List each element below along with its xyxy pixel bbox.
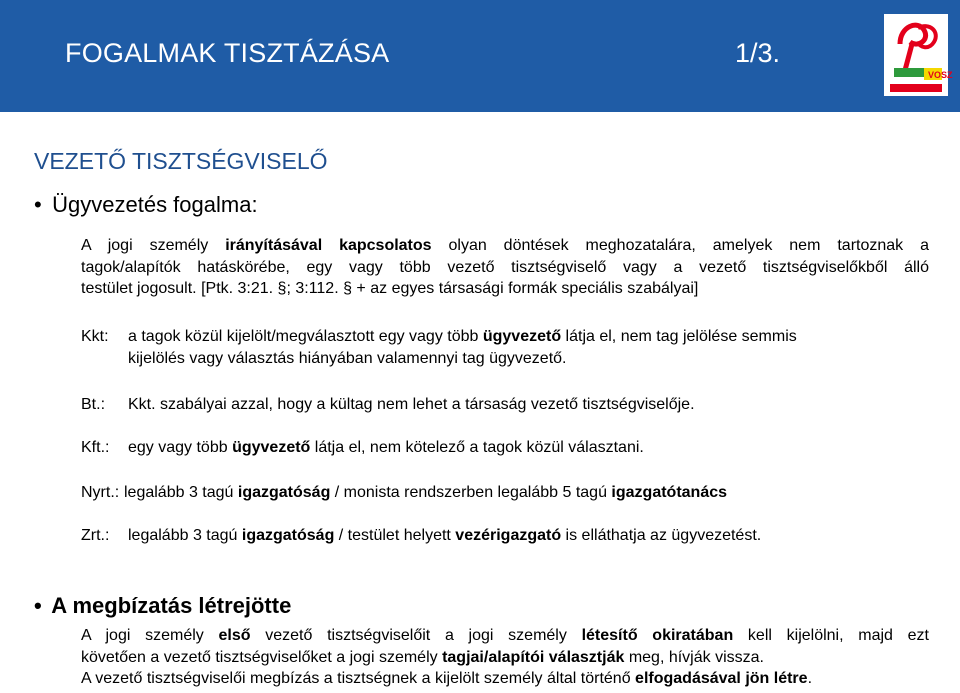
form-label: Kft.: bbox=[81, 439, 110, 456]
paragraph-line: A jogi személy irányításával kapcsolatos olyan döntések meghozatalára, amelyek nem tartoznak a bbox=[81, 237, 929, 254]
paragraph-line: követően a vezető tisztségviselőket a jogi személy tagjai/alapítói választják meg, hívják vissza. bbox=[81, 648, 764, 666]
paragraph-line: tagok/alapítók hatáskörébe, egy vagy több vezető tisztségviselő vagy a vezető tisztségviselőkből álló bbox=[81, 258, 929, 276]
section-title: VEZETŐ TISZTSÉGVISELŐ bbox=[34, 148, 328, 174]
logo-graphic bbox=[884, 14, 953, 96]
vosz-logo bbox=[884, 14, 953, 96]
heading-text: A megbízatás létrejötte bbox=[51, 593, 292, 618]
paragraph-line: A jogi személy első vezető tisztségviselőit a jogi személy létesítő okiratában kell kijelölni, majd ezt bbox=[81, 627, 930, 644]
heading-text: Ügyvezetés fogalma: bbox=[52, 192, 258, 217]
bullet-icon: • bbox=[34, 192, 42, 217]
slide-header bbox=[0, 0, 960, 112]
form-label: Zrt.: bbox=[81, 527, 110, 544]
logo-brand-text: VOSZ bbox=[928, 70, 953, 80]
form-label: Nyrt.: bbox=[81, 484, 120, 501]
form-label: Kkt: bbox=[81, 328, 109, 345]
form-text: legalább 3 tagú igazgatóság / testület helyett vezérigazgató is elláthatja az ügyvezetést. bbox=[128, 527, 762, 544]
heading-ugyvezetes bbox=[34, 192, 258, 218]
heading-megbizatas bbox=[34, 593, 291, 619]
slide-title: FOGALMAK TISZTÁZÁSA bbox=[65, 38, 390, 68]
definition-paragraph bbox=[81, 235, 929, 300]
bullet-icon: • bbox=[34, 593, 42, 618]
form-text: Kkt. szabályai azzal, hogy a kültag nem lehet a társaság vezető tisztségviselője. bbox=[128, 396, 695, 413]
form-text: legalább 3 tagú igazgatóság / monista rendszerben legalább 5 tagú igazgatótanács bbox=[124, 484, 728, 501]
form-text: egy vagy több ügyvezető látja el, nem kötelező a tagok közül választani. bbox=[128, 439, 644, 456]
page-indicator: 1/3. bbox=[735, 38, 781, 68]
appointment-paragraph bbox=[81, 625, 929, 690]
paragraph-line: testület jogosult. [Ptk. 3:21. §; 3:112. § + az egyes társasági formák speciális szabályai] bbox=[81, 280, 699, 297]
form-label: Bt.: bbox=[81, 396, 106, 413]
paragraph-line: A vezető tisztségviselői megbízás a tisztségnek a kijelölt személy által történő elfogadásával jön létre. bbox=[81, 670, 813, 687]
form-text: a tagok közül kijelölt/megválasztott egy vagy több ügyvezető látja el, nem tag jelölése semmis kijelölés vagy választás hiányában valamennyi tag ügyvezető. bbox=[128, 328, 797, 367]
